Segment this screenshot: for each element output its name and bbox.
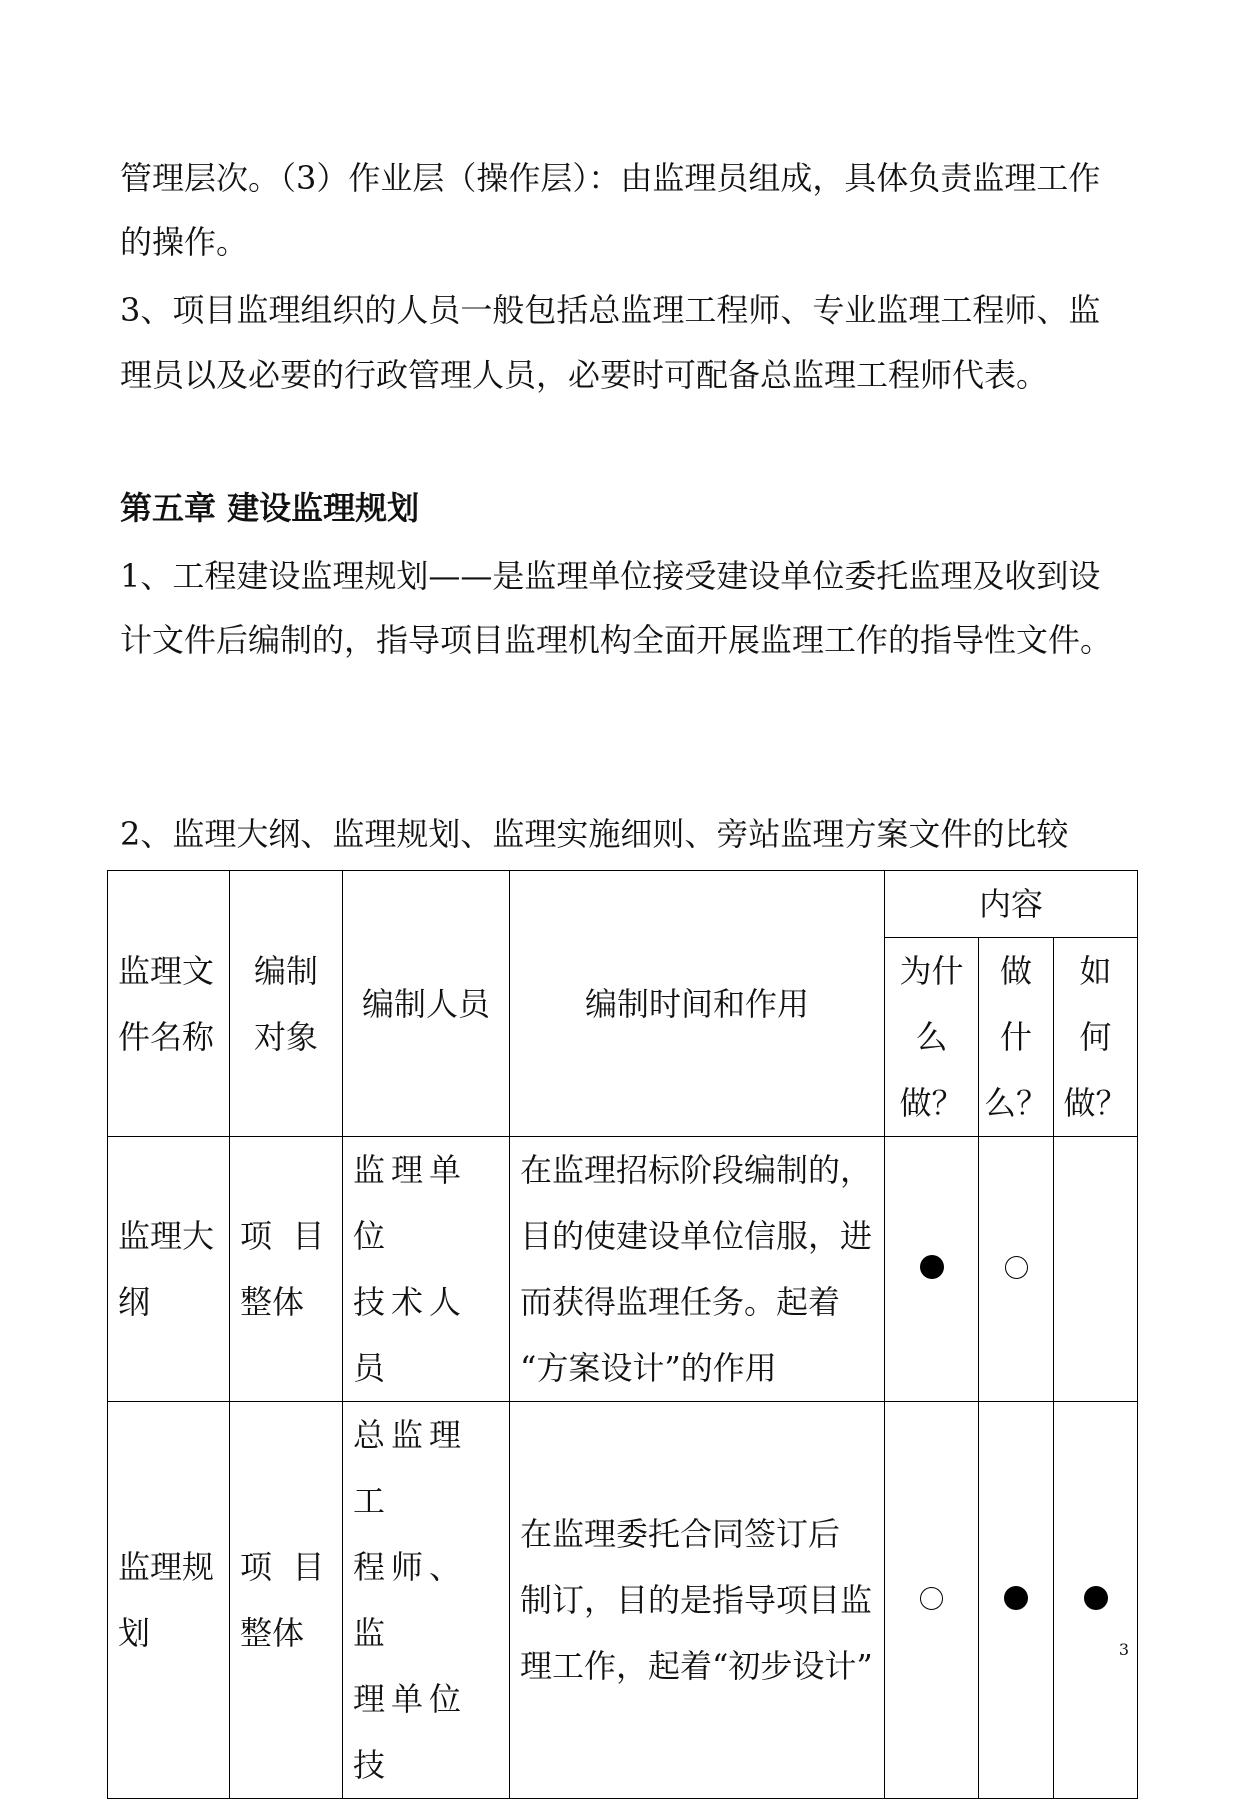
row-name: 监理规 划 bbox=[108, 1402, 230, 1799]
filled-circle-icon bbox=[920, 1255, 944, 1279]
header-content: 内容 bbox=[885, 871, 1138, 938]
row-how-mark bbox=[1054, 1137, 1138, 1402]
header-how: 如 何 做？ bbox=[1054, 938, 1138, 1137]
body-line-1: 管理层次。（3）作业层（操作层）：由监理员组成，具体负责监理工作 bbox=[120, 159, 1101, 197]
row-what-mark bbox=[979, 1137, 1054, 1402]
table-row bbox=[108, 1137, 1138, 1402]
filled-circle-icon bbox=[1004, 1586, 1028, 1610]
comparison-table bbox=[107, 870, 1138, 1799]
chapter-line-1: 1、工程建设监理规划——是监理单位接受建设单位委托监理及收到设 bbox=[120, 557, 1101, 595]
filled-circle-icon bbox=[1084, 1586, 1108, 1610]
row-why-mark bbox=[885, 1402, 979, 1799]
row-what-mark bbox=[979, 1402, 1054, 1799]
header-time-role: 编制时间和作用 bbox=[510, 871, 885, 1137]
header-why: 为什 么 做？ bbox=[885, 938, 979, 1137]
hollow-circle-icon bbox=[1005, 1256, 1028, 1279]
row-time-role: 在监理委托合同签订后 制订，目的是指导项目监 理工作，起着“初步设计” bbox=[510, 1402, 885, 1799]
row-person: 监理单位 技术人员 bbox=[343, 1137, 510, 1402]
page-number: 3 bbox=[1118, 1640, 1129, 1659]
row-how-mark bbox=[1054, 1402, 1138, 1799]
row-object: 项 目 整体 bbox=[230, 1402, 343, 1799]
table-caption: 2、监理大纲、监理规划、监理实施细则、旁站监理方案文件的比较 bbox=[120, 815, 1069, 853]
body-line-4: 理员以及必要的行政管理人员，必要时可配备总监理工程师代表。 bbox=[120, 356, 1049, 394]
chapter-line-2: 计文件后编制的，指导项目监理机构全面开展监理工作的指导性文件。 bbox=[120, 621, 1113, 659]
table-row bbox=[108, 1402, 1138, 1799]
header-person: 编制人员 bbox=[343, 871, 510, 1137]
header-what: 做 什 么？ bbox=[979, 938, 1054, 1137]
hollow-circle-icon bbox=[920, 1587, 943, 1610]
body-line-3: 3、项目监理组织的人员一般包括总监理工程师、专业监理工程师、监 bbox=[120, 291, 1101, 329]
body-line-2: 的操作。 bbox=[120, 223, 249, 261]
header-name: 监理文 件名称 bbox=[108, 871, 230, 1137]
chapter-title: 第五章 建设监理规划 bbox=[120, 489, 420, 527]
row-why-mark bbox=[885, 1137, 979, 1402]
row-name: 监理大 纲 bbox=[108, 1137, 230, 1402]
row-time-role: 在监理招标阶段编制的， 目的使建设单位信服，进 而获得监理任务。起着 “方案设计”的作用 bbox=[510, 1137, 885, 1402]
row-object: 项 目 整体 bbox=[230, 1137, 343, 1402]
row-person: 总监理工 程师、监 理单位技 bbox=[343, 1402, 510, 1799]
header-object: 编制 对象 bbox=[230, 871, 343, 1137]
